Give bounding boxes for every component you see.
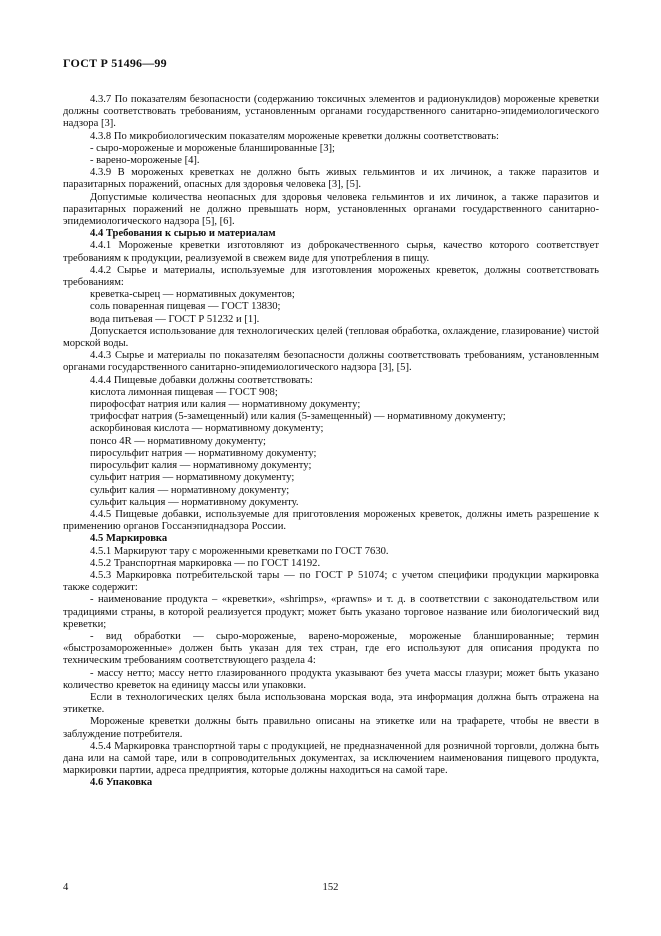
list-item: пирофосфат натрия или калия — нормативному документу; — [90, 399, 361, 411]
list-item: - наименование продукта – «креветки», «shrimps», «prawns» и т. д. в соответствии с законодательством или традициями страны, в которой реализуется продукт; может быть указано торговое название или биологический вид креветки; — [63, 594, 599, 630]
list-item: пиросульфит калия — нормативному документу; — [90, 460, 312, 472]
paragraph-4-4-5: 4.4.5 Пищевые добавки, используемые для приготовления мороженых креветок, должны иметь разрешение к применению органов Госсанэпиднадзора России. — [63, 508, 599, 533]
list-item: кислота лимонная пищевая — ГОСТ 908; — [90, 386, 278, 398]
paragraph: Допускается использование для технологических целей (тепловая обработка, охлаждение, глазирование) чистой морской воды. — [63, 325, 599, 350]
list-item: пиросульфит натрия — нормативному документу; — [90, 447, 317, 459]
list-item: - варено-мороженые [4]. — [90, 155, 200, 167]
paragraph-4-4-4: 4.4.4 Пищевые добавки должны соответствовать: — [90, 374, 313, 386]
section-heading-4-4: 4.4 Требования к сырью и материалам — [90, 228, 276, 240]
paragraph-4-4-1: 4.4.1 Мороженые креветки изготовляют из доброкачественного сырья, качество которого соответствует требованиям к продукции, реализуемой в свежем виде для употребления в пищу. — [63, 240, 599, 264]
document-code-header: ГОСТ Р 51496—99 — [63, 56, 167, 70]
paragraph-4-3-8: 4.3.8 По микробиологическим показателям мороженые креветки должны соответствовать: — [90, 130, 499, 142]
list-item: - сыро-мороженые и мороженые бланшированные [3]; — [90, 142, 336, 154]
paragraph-4-4-2: 4.4.2 Сырье и материалы, используемые для изготовления мороженых креветок, должны соответствовать требованиям: — [63, 264, 599, 289]
section-heading-4-5: 4.5 Маркировка — [90, 533, 168, 545]
paragraph-4-5-2: 4.5.2 Транспортная маркировка — по ГОСТ 14192. — [90, 557, 321, 569]
paragraph-4-5-1: 4.5.1 Маркируют тару с мороженными креветками по ГОСТ 7630. — [90, 545, 389, 557]
paragraph-4-3-9: 4.3.9 В мороженых креветках не должно быть живых гельминтов и их личинок, а также паразитов и паразитарных поражений, опасных для здоровья человека [3], [5]. — [63, 167, 599, 191]
list-item: трифосфат натрия (5-замещенный) или калия (5-замещенный) — нормативному документу; — [90, 411, 506, 423]
list-item: сульфит кальция — нормативному документу. — [90, 496, 299, 508]
list-item: - вид обработки — сыро-мороженые, варено-мороженые, мороженые бланшированные; термин «быстрозамороженные» должен быть указан для тех стран, где его используют для описания продукта по техническим требованиям соответствующего раздела 4: — [63, 630, 599, 667]
section-heading-4-6: 4.6 Упаковка — [90, 777, 153, 789]
paragraph: Если в технологических целях была использована морская вода, эта информация должна быть отражена на этикетке. — [63, 691, 599, 716]
paragraph: Мороженые креветки должны быть правильно описаны на этикетке или на трафарете, чтобы не ввести в заблуждение потребителя. — [63, 716, 599, 740]
page-number-global: 152 — [322, 882, 339, 893]
list-item: сульфит натрия — нормативному документу; — [90, 472, 295, 484]
paragraph-4-4-3: 4.4.3 Сырье и материалы по показателям безопасности должны соответствовать требованиям, установленным органами государственного санитарно-эпидемиологического надзора [3], [5]. — [63, 350, 599, 374]
paragraph: Допустимые количества неопасных для здоровья человека гельминтов и их личинок, а также паразитов и паразитарных поражений не должно превышать норм, установленных органами государственного санитарно-эпидемиологического надзора [5], [6]. — [63, 191, 599, 228]
list-item: - массу нетто; массу нетто глазированного продукта указывают без учета массы глазури; может быть указано количество креветок на единицу массы или упаковки. — [63, 667, 599, 691]
paragraph-4-3-7: 4.3.7 По показателям безопасности (содержанию токсичных элементов и радионуклидов) мороженые креветки должны соответствовать требованиям, установленным органами государственного санитарно-эпидемиологического надзора [3]. — [63, 94, 599, 130]
list-item: сульфит калия — нормативному документу; — [90, 484, 290, 496]
list-item: вода питьевая — ГОСТ Р 51232 и [1]. — [90, 313, 260, 325]
page-number-local: 4 — [63, 882, 69, 893]
list-item: креветка-сырец — нормативных документов; — [90, 289, 295, 301]
list-item: понсо 4R — нормативному документу; — [90, 435, 266, 447]
list-item: аскорбиновая кислота — нормативному документу; — [90, 423, 324, 435]
document-body — [63, 94, 599, 790]
paragraph-4-5-3: 4.5.3 Маркировка потребительской тары — по ГОСТ Р 51074; с учетом специфики продукции маркировка также содержит: — [63, 569, 599, 594]
paragraph-4-5-4: 4.5.4 Маркировка транспортной тары с продукцией, не предназначенной для розничной торговли, должна быть дана или на самой таре, или в сопроводительных документах, за исключением наименования пищевого продукта, маркировки партии, адреса предприятия, которые должны находиться на самой таре. — [63, 740, 599, 777]
list-item: соль поваренная пищевая — ГОСТ 13830; — [90, 301, 281, 313]
